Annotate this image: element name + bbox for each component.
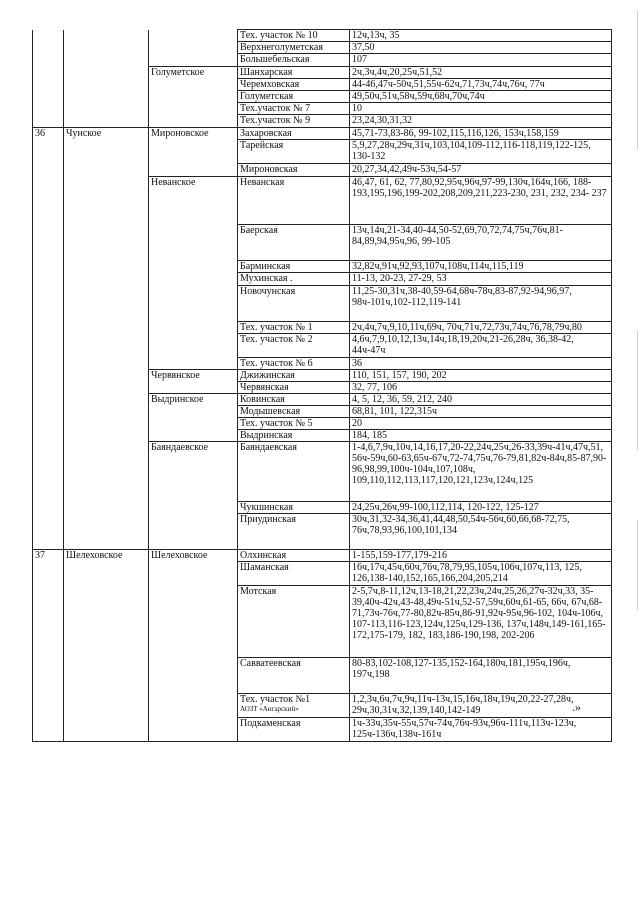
scan-edge-mark bbox=[637, 520, 638, 610]
locality-text: Ковинская bbox=[240, 394, 285, 405]
locality-text: Мотская bbox=[240, 586, 277, 597]
row-number-cell bbox=[33, 128, 64, 140]
quarters-text: 36 bbox=[352, 358, 362, 369]
district-cell bbox=[64, 334, 149, 358]
locality-cell bbox=[238, 694, 350, 718]
quarters-text: 30ч,31,32-34,36,41,44,48,50,54ч-56ч,60,66,68-72,75, 76ч,78,93,96,100,101,134 bbox=[352, 514, 570, 536]
row-number-cell bbox=[33, 140, 64, 164]
locality-text: Приудинская bbox=[240, 514, 296, 525]
settlement-cell bbox=[149, 225, 238, 261]
settlement-text: Червянское bbox=[151, 370, 200, 381]
quarters-cell bbox=[350, 562, 612, 586]
quarters-cell bbox=[350, 514, 612, 550]
table-row bbox=[33, 286, 612, 322]
locality-text: Выдринская bbox=[240, 430, 293, 441]
row-number-cell bbox=[33, 382, 64, 394]
quarters-text: 16ч,17ч,45ч,60ч,76ч,78,79,95,105ч,106ч,107ч,113, 125, 126,138-140,152,165,166,204,205,214 bbox=[352, 562, 582, 584]
district-cell bbox=[64, 128, 149, 140]
locality-cell bbox=[238, 514, 350, 550]
quarters-text: 11-13, 20-23, 27-29, 53 bbox=[352, 273, 447, 284]
locality-cell bbox=[238, 286, 350, 322]
district-cell bbox=[64, 103, 149, 115]
locality-text: Мироновская bbox=[240, 164, 298, 175]
locality-cell bbox=[238, 418, 350, 430]
quarters-cell bbox=[350, 586, 612, 658]
quarters-text: 4,6ч,7,9,10,12,13ч,14ч,18,19,20ч,21-26,28ч, 36,38-42, 44ч-47ч bbox=[352, 334, 574, 356]
locality-cell bbox=[238, 586, 350, 658]
locality-text: Тех. участок №1 bbox=[240, 694, 311, 705]
row-number-cell bbox=[33, 358, 64, 370]
quarters-cell bbox=[350, 658, 612, 694]
locality-cell bbox=[238, 140, 350, 164]
row-number-cell bbox=[33, 30, 64, 42]
row-number-text: 36 bbox=[35, 128, 45, 139]
district-text: Чунское bbox=[66, 128, 102, 139]
settlement-cell bbox=[149, 334, 238, 358]
settlement-cell bbox=[149, 694, 238, 718]
row-number-cell bbox=[33, 718, 64, 742]
table-row bbox=[33, 394, 612, 406]
row-number-cell bbox=[33, 658, 64, 694]
district-cell bbox=[64, 91, 149, 103]
locality-text: Неванская bbox=[240, 177, 285, 188]
settlement-cell bbox=[149, 140, 238, 164]
row-number-cell bbox=[33, 322, 64, 334]
district-cell bbox=[64, 718, 149, 742]
closing-quote: .» bbox=[572, 700, 581, 714]
quarters-text: 11,25-30,31ч,38-40,59-64,68ч-78ч,83-87,92-94,96,97, 98ч-101ч,102-112,119-141 bbox=[352, 286, 572, 308]
row-number-cell bbox=[33, 430, 64, 442]
table-row bbox=[33, 550, 612, 562]
table-row bbox=[33, 273, 612, 286]
row-number-cell bbox=[33, 79, 64, 91]
settlement-cell bbox=[149, 370, 238, 382]
row-number-cell bbox=[33, 225, 64, 261]
locality-text: Тех. участок № 6 bbox=[240, 358, 313, 369]
quarters-cell bbox=[350, 358, 612, 370]
district-cell bbox=[64, 586, 149, 658]
locality-text: Чукшинская bbox=[240, 502, 293, 513]
district-cell bbox=[64, 514, 149, 550]
row-number-text: 37 bbox=[35, 550, 45, 561]
locality-text: Джижинская bbox=[240, 370, 295, 381]
locality-cell bbox=[238, 502, 350, 514]
settlement-cell bbox=[149, 91, 238, 103]
locality-text: Тарейская bbox=[240, 140, 284, 151]
locality-cell bbox=[238, 550, 350, 562]
settlement-cell bbox=[149, 54, 238, 67]
locality-text: Голуметская bbox=[240, 91, 294, 102]
table-row bbox=[33, 91, 612, 103]
quarters-cell bbox=[350, 79, 612, 91]
quarters-text: 1-4,6,7,9ч,10ч,14,16,17,20-22,24ч,25ч,26-33,39ч-41ч,47ч,51, 56ч-59ч,60-63,65ч-67ч,72-74,75ч,76-79,81,82ч-84ч,85-87,90-96,98,99,100ч-104ч,107,108ч, 109,110,112,113,117,120,121,123ч,124ч,125 bbox=[352, 442, 607, 486]
table-row bbox=[33, 382, 612, 394]
district-cell bbox=[64, 394, 149, 406]
quarters-text: 107 bbox=[352, 54, 367, 65]
locality-cell bbox=[238, 273, 350, 286]
locality-text: Червянская bbox=[240, 382, 289, 393]
quarters-cell bbox=[350, 430, 612, 442]
quarters-cell bbox=[350, 286, 612, 322]
table-row bbox=[33, 370, 612, 382]
district-cell bbox=[64, 286, 149, 322]
locality-text: Баяндаевская bbox=[240, 442, 297, 453]
district-cell bbox=[64, 79, 149, 91]
district-cell bbox=[64, 418, 149, 430]
locality-cell bbox=[238, 103, 350, 115]
locality-cell bbox=[238, 42, 350, 54]
locality-cell bbox=[238, 177, 350, 225]
row-number-cell bbox=[33, 406, 64, 418]
quarters-text: 24,25ч,26ч,99-100,112,114, 120-122, 125-127 bbox=[352, 502, 539, 513]
locality-cell bbox=[238, 225, 350, 261]
quarters-text: 13ч,14ч,21-34,40-44,50-52,69,70,72,74,75ч,76ч,81-84,89,94,95ч,96, 99-105 bbox=[352, 225, 563, 247]
row-number-cell bbox=[33, 261, 64, 273]
quarters-text: 45,71-73,83-86, 99-102,115,116,126, 153ч,158,159 bbox=[352, 128, 559, 139]
table-row bbox=[33, 261, 612, 273]
quarters-cell bbox=[350, 42, 612, 54]
settlement-text: Шелеховское bbox=[151, 550, 208, 561]
table-row bbox=[33, 54, 612, 67]
quarters-cell bbox=[350, 382, 612, 394]
quarters-cell bbox=[350, 30, 612, 42]
locality-text: Баерская bbox=[240, 225, 278, 236]
quarters-text: 1,2,3ч,6ч,7ч,9ч,11ч-13ч,15,16ч,18ч,19ч,20,22-27,28ч, 29ч,30,31ч,32,139,140,142-149 bbox=[352, 694, 574, 716]
table-row bbox=[33, 514, 612, 550]
locality-text: Шанхарская bbox=[240, 67, 293, 78]
locality-cell bbox=[238, 261, 350, 273]
settlement-cell bbox=[149, 406, 238, 418]
table-row bbox=[33, 562, 612, 586]
quarters-cell bbox=[350, 394, 612, 406]
district-cell bbox=[64, 273, 149, 286]
locality-cell bbox=[238, 115, 350, 128]
row-number-cell bbox=[33, 502, 64, 514]
quarters-cell bbox=[350, 334, 612, 358]
quarters-text: 184, 185 bbox=[352, 430, 387, 441]
district-cell bbox=[64, 30, 149, 42]
locality-text: Тех. участок № 1 bbox=[240, 322, 313, 333]
row-number-cell bbox=[33, 115, 64, 128]
scan-edge-mark bbox=[637, 10, 638, 150]
quarters-text: 32,82ч,91ч,92,93,107ч,108ч,114ч,115,119 bbox=[352, 261, 524, 272]
settlement-text: Голуметское bbox=[151, 67, 205, 78]
table-row bbox=[33, 42, 612, 54]
quarters-text: 49,50ч,51ч,58ч,59ч,68ч,70ч,74ч bbox=[352, 91, 485, 102]
quarters-cell bbox=[350, 177, 612, 225]
locality-cell bbox=[238, 79, 350, 91]
settlement-cell bbox=[149, 550, 238, 562]
district-cell bbox=[64, 562, 149, 586]
settlement-cell bbox=[149, 418, 238, 430]
locality-cell bbox=[238, 322, 350, 334]
settlement-cell bbox=[149, 79, 238, 91]
locality-cell bbox=[238, 562, 350, 586]
district-cell bbox=[64, 358, 149, 370]
table-row bbox=[33, 406, 612, 418]
locality-text: Тех. участок № 10 bbox=[240, 30, 318, 41]
table-row bbox=[33, 334, 612, 358]
quarters-text: 68,81, 101, 122,315ч bbox=[352, 406, 438, 417]
locality-text: Олхинская bbox=[240, 550, 287, 561]
settlement-cell bbox=[149, 394, 238, 406]
table-row bbox=[33, 718, 612, 742]
quarters-cell bbox=[350, 322, 612, 334]
district-cell bbox=[64, 322, 149, 334]
quarters-text: 1-155,159-177,179-216 bbox=[352, 550, 447, 561]
locality-text: Тех. участок № 2 bbox=[240, 334, 313, 345]
quarters-text: 12ч,13ч, 35 bbox=[352, 30, 400, 41]
district-cell bbox=[64, 54, 149, 67]
locality-text: Модышевская bbox=[240, 406, 301, 417]
quarters-text: 1ч-33ч,35ч-55ч,57ч-74ч,76ч-93ч,96ч-111ч,113ч-123ч, 125ч-136ч,138ч-161ч bbox=[352, 718, 577, 740]
district-cell bbox=[64, 694, 149, 718]
settlement-cell bbox=[149, 322, 238, 334]
row-number-cell bbox=[33, 273, 64, 286]
locality-cell bbox=[238, 128, 350, 140]
table-row bbox=[33, 79, 612, 91]
locality-text: Барминская bbox=[240, 261, 291, 272]
district-cell bbox=[64, 67, 149, 79]
district-cell bbox=[64, 442, 149, 502]
table-row bbox=[33, 358, 612, 370]
settlement-cell bbox=[149, 164, 238, 177]
quarters-text: 23,24,30,31,32 bbox=[352, 115, 412, 126]
row-number-cell bbox=[33, 514, 64, 550]
district-text: Шелеховское bbox=[66, 550, 123, 561]
locality-cell bbox=[238, 358, 350, 370]
district-cell bbox=[64, 658, 149, 694]
table-row bbox=[33, 67, 612, 79]
locality-text: Тех.участок № 9 bbox=[240, 115, 311, 126]
locality-text: Савватеевская bbox=[240, 658, 301, 669]
quarters-text: 37,50 bbox=[352, 42, 375, 53]
row-number-cell bbox=[33, 54, 64, 67]
locality-subtitle: АОЗТ «Ангарский» bbox=[240, 705, 299, 713]
row-number-cell bbox=[33, 334, 64, 358]
locality-text: Мухинская . bbox=[240, 273, 293, 284]
district-cell bbox=[64, 382, 149, 394]
row-number-cell bbox=[33, 694, 64, 718]
row-number-cell bbox=[33, 91, 64, 103]
settlement-cell bbox=[149, 261, 238, 273]
row-number-cell bbox=[33, 67, 64, 79]
row-number-cell bbox=[33, 442, 64, 502]
settlement-cell bbox=[149, 382, 238, 394]
table-row bbox=[33, 658, 612, 694]
quarters-text: 32, 77, 106 bbox=[352, 382, 397, 393]
settlement-cell bbox=[149, 115, 238, 128]
quarters-cell bbox=[350, 54, 612, 67]
quarters-text: 20,27,34,42,49ч-53ч,54-57 bbox=[352, 164, 462, 175]
forest-quarters-table bbox=[32, 29, 612, 742]
row-number-cell bbox=[33, 550, 64, 562]
row-number-cell bbox=[33, 418, 64, 430]
table-row bbox=[33, 430, 612, 442]
district-cell bbox=[64, 164, 149, 177]
quarters-cell bbox=[350, 718, 612, 742]
settlement-cell bbox=[149, 658, 238, 694]
quarters-cell bbox=[350, 442, 612, 502]
row-number-cell bbox=[33, 164, 64, 177]
table-row bbox=[33, 225, 612, 261]
district-cell bbox=[64, 140, 149, 164]
locality-cell bbox=[238, 164, 350, 177]
quarters-text: 10 bbox=[352, 103, 362, 114]
locality-text: Черемховская bbox=[240, 79, 300, 90]
table-row bbox=[33, 115, 612, 128]
settlement-cell bbox=[149, 358, 238, 370]
locality-text: Захаровская bbox=[240, 128, 292, 139]
row-number-cell bbox=[33, 42, 64, 54]
quarters-text: 2ч,4ч,7ч,9,10,11ч,69ч, 70ч,71ч,72,73ч,74ч,76,78,79ч,80 bbox=[352, 322, 582, 333]
locality-cell bbox=[238, 394, 350, 406]
locality-text: Тех.участок № 7 bbox=[240, 103, 311, 114]
row-number-cell bbox=[33, 370, 64, 382]
district-cell bbox=[64, 550, 149, 562]
settlement-cell bbox=[149, 502, 238, 514]
district-cell bbox=[64, 42, 149, 54]
locality-cell bbox=[238, 382, 350, 394]
table-row bbox=[33, 442, 612, 502]
locality-cell bbox=[238, 334, 350, 358]
settlement-cell bbox=[149, 442, 238, 502]
row-number-cell bbox=[33, 394, 64, 406]
settlement-cell bbox=[149, 103, 238, 115]
settlement-cell bbox=[149, 562, 238, 586]
quarters-text: 4, 5, 12, 36, 59, 212, 240 bbox=[352, 394, 452, 405]
quarters-text: 20 bbox=[352, 418, 362, 429]
locality-text: Шаманская bbox=[240, 562, 289, 573]
table-body bbox=[33, 30, 612, 742]
settlement-text: Мироновское bbox=[151, 128, 209, 139]
district-cell bbox=[64, 225, 149, 261]
settlement-cell bbox=[149, 30, 238, 42]
locality-cell bbox=[238, 54, 350, 67]
table-row bbox=[33, 177, 612, 225]
settlement-cell bbox=[149, 430, 238, 442]
locality-cell bbox=[238, 370, 350, 382]
district-cell bbox=[64, 370, 149, 382]
row-number-cell bbox=[33, 586, 64, 658]
locality-text: Верхнеголуметская bbox=[240, 42, 323, 53]
row-number-cell bbox=[33, 286, 64, 322]
locality-text: Новочунская bbox=[240, 286, 296, 297]
quarters-cell bbox=[350, 502, 612, 514]
quarters-text: 110, 151, 157, 190, 202 bbox=[352, 370, 447, 381]
quarters-cell bbox=[350, 406, 612, 418]
locality-text: Подкаменская bbox=[240, 718, 301, 729]
settlement-text: Баяндаевское bbox=[151, 442, 209, 453]
quarters-cell bbox=[350, 91, 612, 103]
settlement-cell bbox=[149, 128, 238, 140]
locality-cell bbox=[238, 430, 350, 442]
quarters-cell bbox=[350, 418, 612, 430]
settlement-cell bbox=[149, 718, 238, 742]
quarters-cell bbox=[350, 164, 612, 177]
locality-text: Тех. участок № 5 bbox=[240, 418, 313, 429]
table-row bbox=[33, 586, 612, 658]
quarters-cell bbox=[350, 103, 612, 115]
quarters-text: 2ч,3ч,4ч,20,25ч,51,52 bbox=[352, 67, 443, 78]
settlement-cell bbox=[149, 67, 238, 79]
scan-edge-mark bbox=[637, 330, 638, 450]
locality-cell bbox=[238, 30, 350, 42]
row-number-cell bbox=[33, 562, 64, 586]
quarters-text: 5,9,27,28ч,29ч,31ч,103,104,109-112,116-118,119,122-125, 130-132 bbox=[352, 140, 591, 162]
quarters-cell bbox=[350, 115, 612, 128]
quarters-cell bbox=[350, 273, 612, 286]
settlement-cell bbox=[149, 286, 238, 322]
district-cell bbox=[64, 502, 149, 514]
quarters-cell bbox=[350, 261, 612, 273]
settlement-cell bbox=[149, 586, 238, 658]
quarters-cell bbox=[350, 128, 612, 140]
settlement-text: Неванское bbox=[151, 177, 196, 188]
quarters-cell bbox=[350, 225, 612, 261]
row-number-cell bbox=[33, 103, 64, 115]
table-row bbox=[33, 502, 612, 514]
quarters-cell bbox=[350, 370, 612, 382]
quarters-cell bbox=[350, 550, 612, 562]
locality-cell bbox=[238, 67, 350, 79]
quarters-text: 2-5,7ч,8-11,12ч,13-18,21,22,23ч,24ч,25,26,27ч-32ч,33, 35-39,40ч-42ч,43-48,49ч-51ч,52-57,59ч,60ч,61-65, 66ч, 67ч,68-71,73ч-76ч,77-80,82ч-85ч,86-91,92ч-95ч,96-102, 104ч-106ч, 107-113,116-123,124ч,125ч,129-136, 137ч,148ч,149-161,165-172,175-179, 182, 183,186-190,198, 202-206 bbox=[352, 586, 606, 641]
settlement-cell bbox=[149, 177, 238, 225]
table-row bbox=[33, 164, 612, 177]
district-cell bbox=[64, 177, 149, 225]
table-row bbox=[33, 140, 612, 164]
quarters-text: 80-83,102-108,127-135,152-164,180ч,181,195ч,196ч, 197ч,198 bbox=[352, 658, 571, 680]
settlement-text: Выдринское bbox=[151, 394, 204, 405]
row-number-cell bbox=[33, 177, 64, 225]
district-cell bbox=[64, 430, 149, 442]
table-row bbox=[33, 694, 612, 718]
locality-cell bbox=[238, 658, 350, 694]
settlement-cell bbox=[149, 273, 238, 286]
table-row bbox=[33, 128, 612, 140]
table-row bbox=[33, 103, 612, 115]
locality-text: Большебельская bbox=[240, 54, 310, 65]
table-row bbox=[33, 418, 612, 430]
locality-cell bbox=[238, 442, 350, 502]
quarters-text: 46,47, 61, 62, 77,80,92,95ч,96ч,97-99,130ч,164ч,166, 188-193,195,196,199-202,208,209,211,223-230, 231, 232, 234- 237 bbox=[352, 177, 607, 199]
locality-cell bbox=[238, 406, 350, 418]
table-row bbox=[33, 30, 612, 42]
settlement-cell bbox=[149, 42, 238, 54]
quarters-cell bbox=[350, 140, 612, 164]
locality-cell bbox=[238, 91, 350, 103]
quarters-cell bbox=[350, 67, 612, 79]
district-cell bbox=[64, 406, 149, 418]
locality-cell bbox=[238, 718, 350, 742]
settlement-cell bbox=[149, 514, 238, 550]
district-cell bbox=[64, 115, 149, 128]
district-cell bbox=[64, 261, 149, 273]
table-row bbox=[33, 322, 612, 334]
quarters-text: 44-46,47ч-50ч,51,55ч-62ч,71,73ч,74ч,76ч, 77ч bbox=[352, 79, 545, 90]
